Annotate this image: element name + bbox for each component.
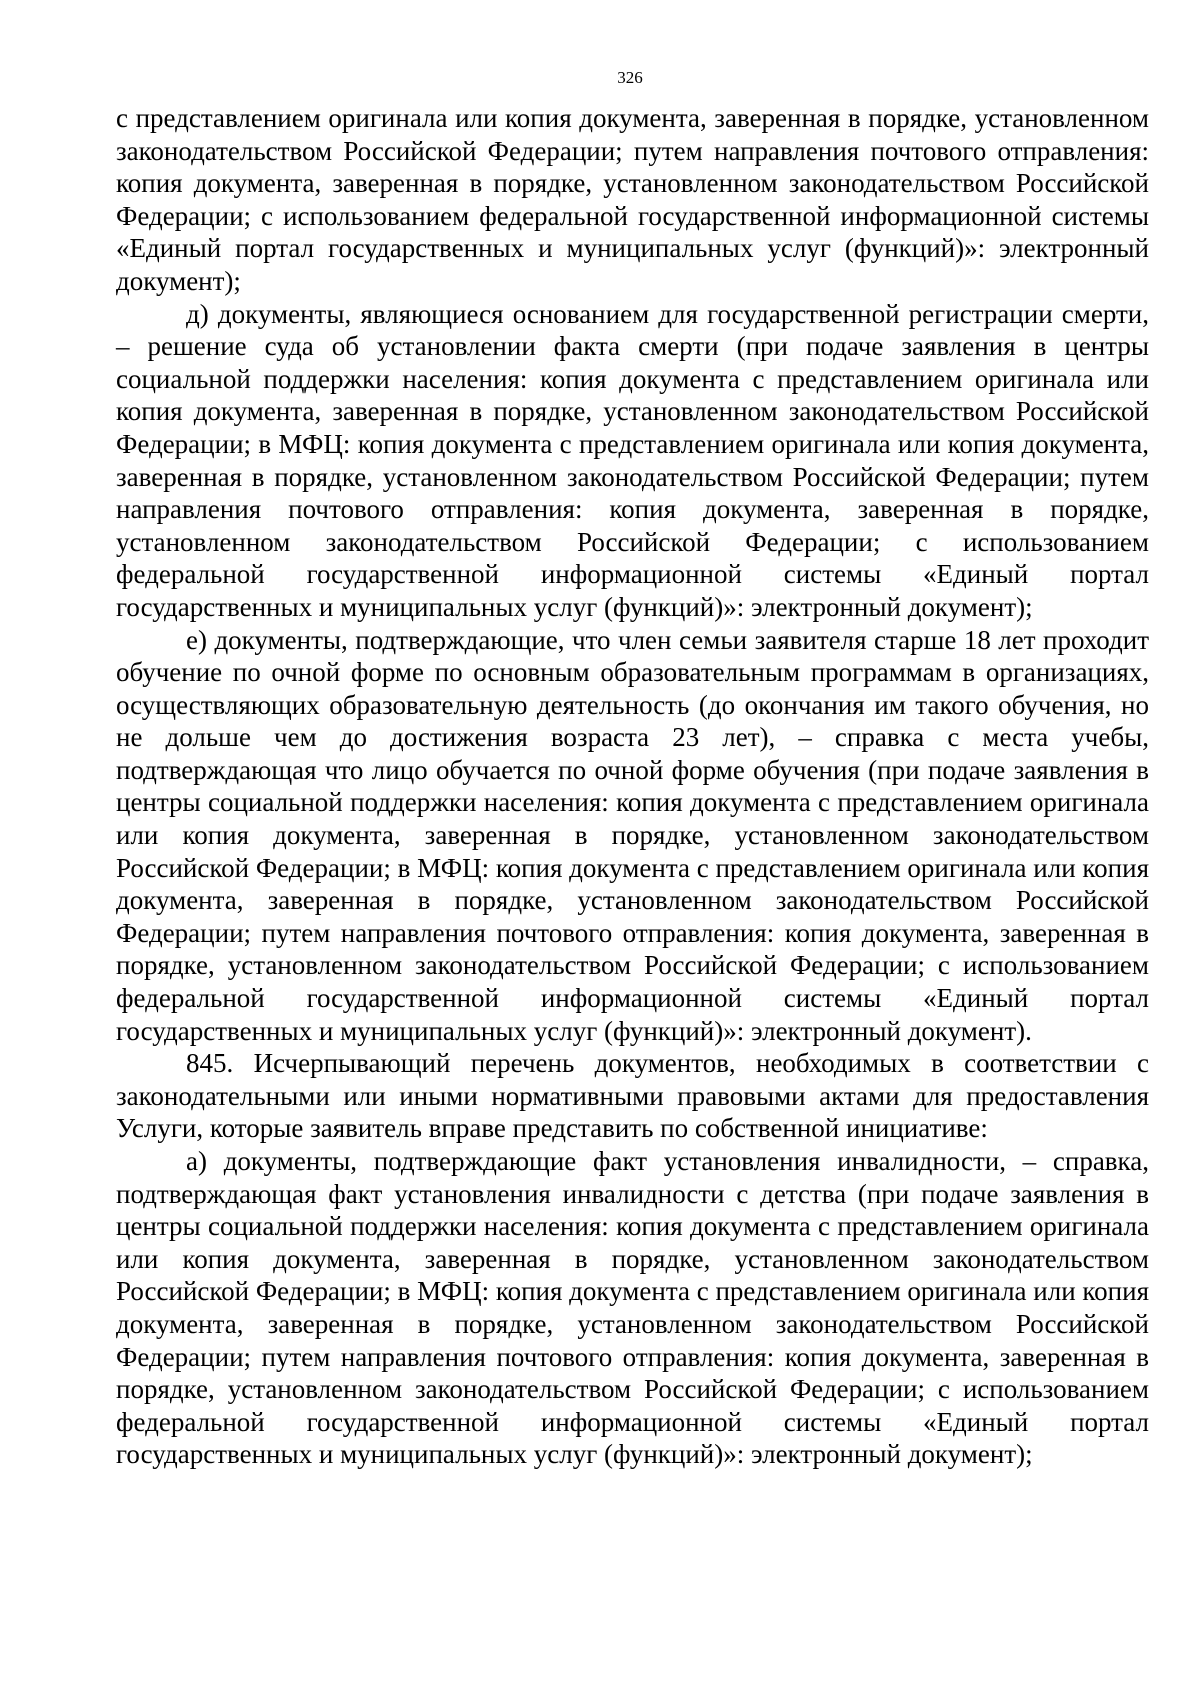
paragraph-item-e: е) документы, подтверждающие, что член семьи заявителя старше 18 лет проходит обучение по очной форме по основным образовательным программам в организациях, осуществляющих образовательную деятельность (до окончания им такого обучения, но не дольше чем до достижения возраста 23 лет), – справка с места учебы, подтверждающая что лицо обучается по очной форме обучения (при подаче заявления в центры социальной поддержки населения: копия документа с представлением оригинала или копия документа, заверенная в порядке, установленном законодательством Российской Федерации; в МФЦ: копия документа с представлением оригинала или копия документа, заверенная в порядке, установленном законодательством Российской Федерации; путем направления почтового отправления: копия документа, заверенная в порядке, установленном законодательством Российской Федерации; с использованием федеральной государственной информационной системы «Единый портал государственных и муниципальных услуг (функций)»: электронный документ). bbox=[116, 624, 1149, 1046]
page-number: 326 bbox=[617, 68, 643, 87]
paragraph-845: 845. Исчерпывающий перечень документов, необходимых в соответствии с законодательными или иными нормативными правовыми актами для предоставления Услуги, которые заявитель вправе представить по собственной инициативе: bbox=[116, 1048, 1149, 1144]
paragraph-item-a: а) документы, подтверждающие факт установления инвалидности, – справка, подтверждающая факт установления инвалидности с детства (при подаче заявления в центры социальной поддержки населения: копия документа с представлением оригинала или копия документа, заверенная в порядке, установленном законодательством Российской Федерации; в МФЦ: копия документа с представлением оригинала или копия документа, заверенная в порядке, установленном законодательством Российской Федерации; путем направления почтового отправления: копия документа, заверенная в порядке, установленном законодательством Российской Федерации; с использованием федеральной государственной информационной системы «Единый портал государственных и муниципальных услуг (функций)»: электронный документ); bbox=[116, 1146, 1149, 1470]
paragraph-item-d: д) документы, являющиеся основанием для государственной регистрации смерти, – решение суда об установлении факта смерти (при подаче заявления в центры социальной поддержки населения: копия документа с представлением оригинала или копия документа, заверенная в порядке, установленном законодательством Российской Федерации; в МФЦ: копия документа с представлением оригинала или копия документа, заверенная в порядке, установленном законодательством Российской Федерации; путем направления почтового отправления: копия документа, заверенная в порядке, установленном законодательством Российской Федерации; с использованием федеральной государственной информационной системы «Единый портал государственных и муниципальных услуг (функций)»: электронный документ); bbox=[116, 298, 1149, 622]
document-body bbox=[116, 102, 1149, 1471]
paragraph-continuation: с представлением оригинала или копия документа, заверенная в порядке, установленном законодательством Российской Федерации; путем направления почтового отправления: копия документа, заверенная в порядке, установленном законодательством Российской Федерации; с использованием федеральной государственной информационной системы «Единый портал государственных и муниципальных услуг (функций)»: электронный документ); bbox=[116, 103, 1149, 296]
